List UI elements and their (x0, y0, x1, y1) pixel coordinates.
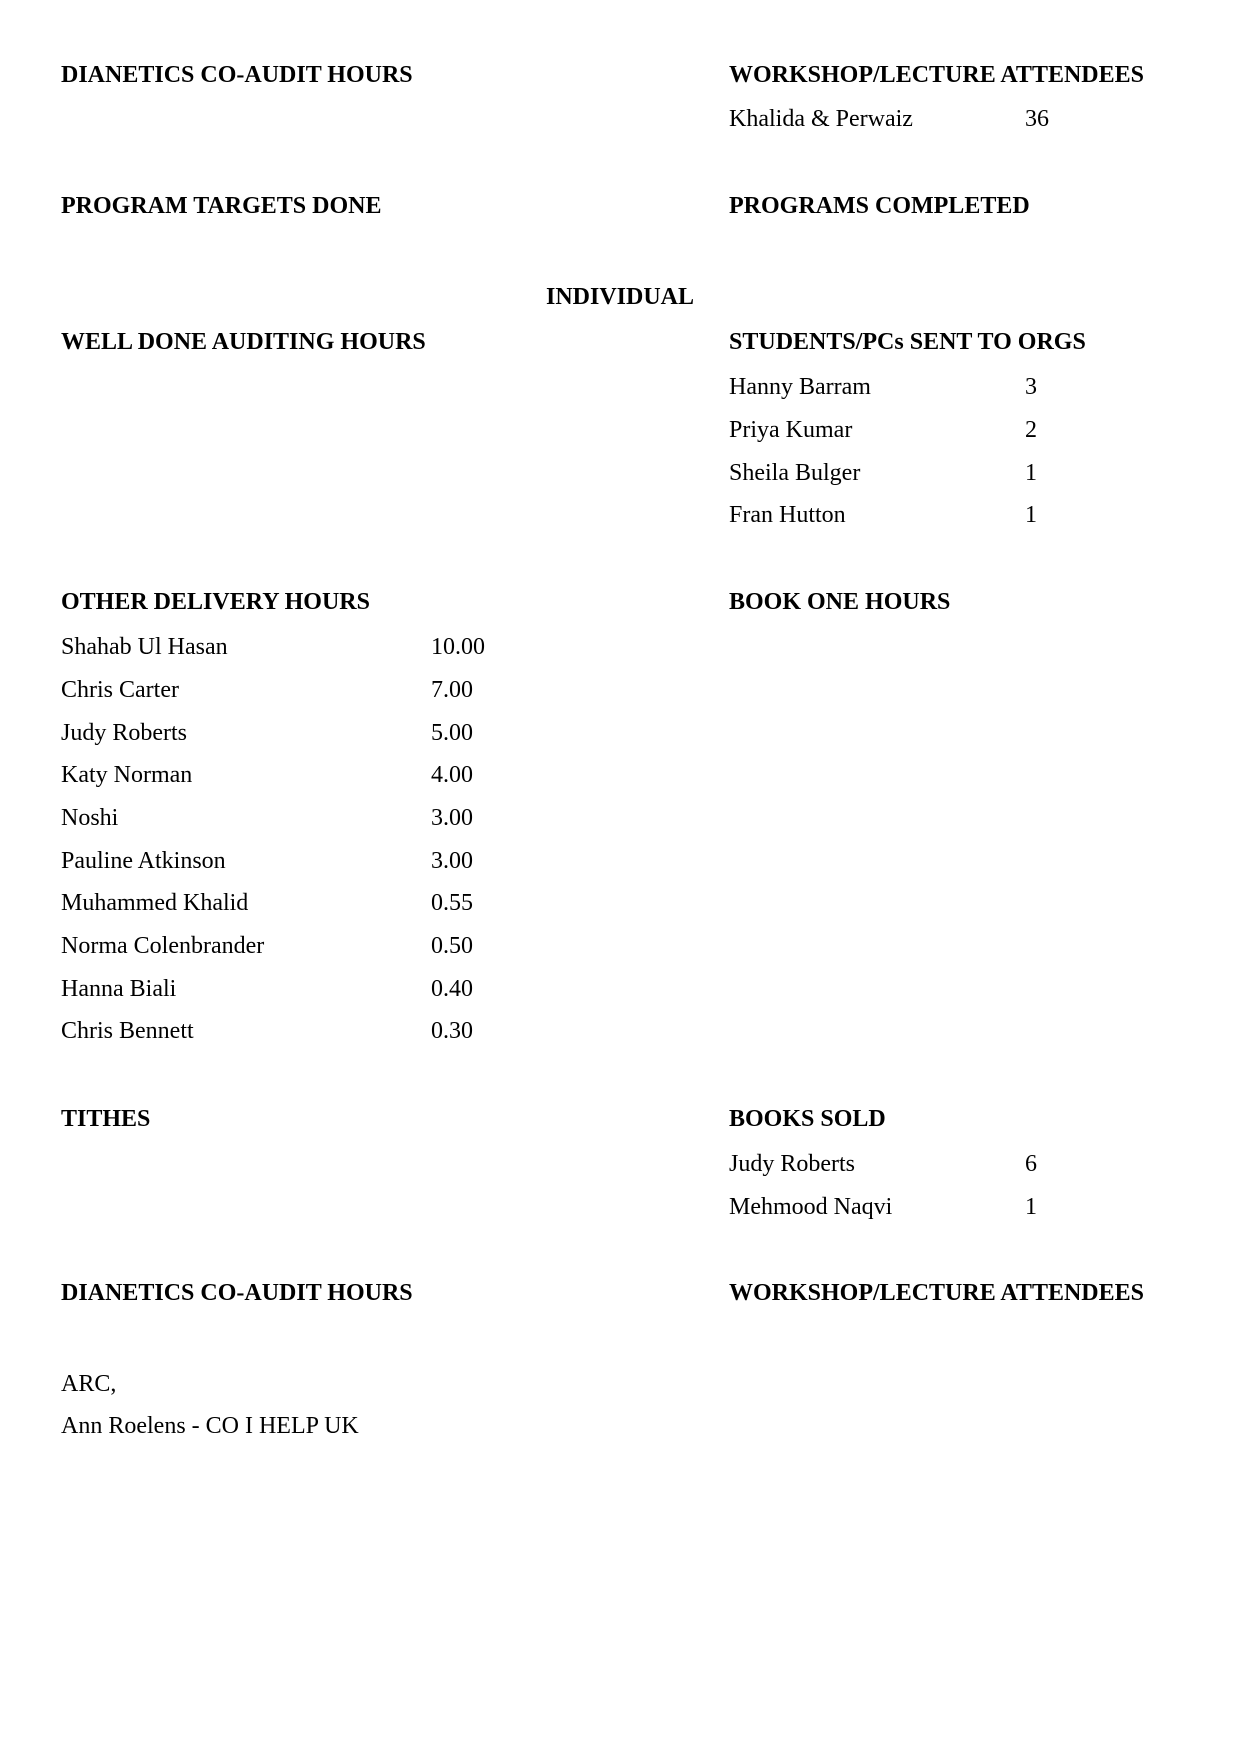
students-heading: STUDENTS/PCs SENT TO ORGS (729, 329, 1086, 355)
delivery-name: Muhammed Khalid (61, 890, 249, 916)
delivery-value: 0.40 (431, 976, 473, 1002)
delivery-name: Chris Bennett (61, 1018, 194, 1044)
dianetics-coaudit-heading: DIANETICS CO-AUDIT HOURS (61, 62, 413, 88)
list-item (729, 1193, 1149, 1221)
delivery-name: Pauline Atkinson (61, 848, 226, 874)
student-value: 1 (1025, 502, 1037, 528)
program-targets-heading: PROGRAM TARGETS DONE (61, 193, 382, 219)
list-item (729, 459, 1149, 487)
delivery-name: Hanna Biali (61, 976, 177, 1002)
delivery-value: 5.00 (431, 720, 473, 746)
well-done-heading: WELL DONE AUDITING HOURS (61, 329, 426, 355)
delivery-name: Shahab Ul Hasan (61, 634, 228, 660)
list-item (61, 676, 561, 704)
delivery-name: Chris Carter (61, 677, 179, 703)
delivery-value: 3.00 (431, 848, 473, 874)
delivery-value: 4.00 (431, 762, 473, 788)
workshop-heading: WORKSHOP/LECTURE ATTENDEES (729, 1280, 1144, 1306)
list-item (729, 501, 1149, 529)
list-item (729, 373, 1149, 401)
section-title-individual: INDIVIDUAL (546, 284, 695, 310)
workshop-heading: WORKSHOP/LECTURE ATTENDEES (729, 62, 1144, 88)
dianetics-coaudit-heading: DIANETICS CO-AUDIT HOURS (61, 1280, 413, 1306)
student-name: Hanny Barram (729, 374, 871, 400)
book-one-heading: BOOK ONE HOURS (729, 589, 951, 615)
delivery-value: 10.00 (431, 634, 485, 660)
delivery-value: 0.55 (431, 890, 473, 916)
books-sold-value: 1 (1025, 1194, 1037, 1220)
tithes-heading: TITHES (61, 1106, 151, 1132)
student-value: 3 (1025, 374, 1037, 400)
list-item (61, 761, 561, 789)
delivery-name: Norma Colenbrander (61, 933, 265, 959)
delivery-value: 0.30 (431, 1018, 473, 1044)
delivery-value: 7.00 (431, 677, 473, 703)
delivery-name: Judy Roberts (61, 720, 187, 746)
workshop-name: Khalida & Perwaiz (729, 106, 913, 132)
delivery-name: Noshi (61, 805, 119, 831)
other-delivery-heading: OTHER DELIVERY HOURS (61, 589, 370, 615)
list-item (729, 105, 1149, 133)
signoff-greeting: ARC, (61, 1371, 117, 1397)
student-name: Priya Kumar (729, 417, 853, 443)
books-sold-heading: BOOKS SOLD (729, 1106, 886, 1132)
delivery-value: 3.00 (431, 805, 473, 831)
list-item (61, 1017, 561, 1045)
list-item (61, 804, 561, 832)
list-item (729, 1150, 1149, 1178)
signoff-name: Ann Roelens - CO I HELP UK (61, 1413, 359, 1439)
books-sold-value: 6 (1025, 1151, 1037, 1177)
list-item (61, 633, 561, 661)
list-item (61, 975, 561, 1003)
list-item (729, 416, 1149, 444)
list-item (61, 932, 561, 960)
books-sold-name: Mehmood Naqvi (729, 1194, 893, 1220)
delivery-name: Katy Norman (61, 762, 193, 788)
student-name: Fran Hutton (729, 502, 846, 528)
list-item (61, 889, 561, 917)
student-value: 1 (1025, 460, 1037, 486)
programs-completed-heading: PROGRAMS COMPLETED (729, 193, 1030, 219)
workshop-value: 36 (1025, 106, 1049, 132)
student-value: 2 (1025, 417, 1037, 443)
student-name: Sheila Bulger (729, 460, 861, 486)
books-sold-name: Judy Roberts (729, 1151, 855, 1177)
list-item (61, 847, 561, 875)
delivery-value: 0.50 (431, 933, 473, 959)
list-item (61, 719, 561, 747)
